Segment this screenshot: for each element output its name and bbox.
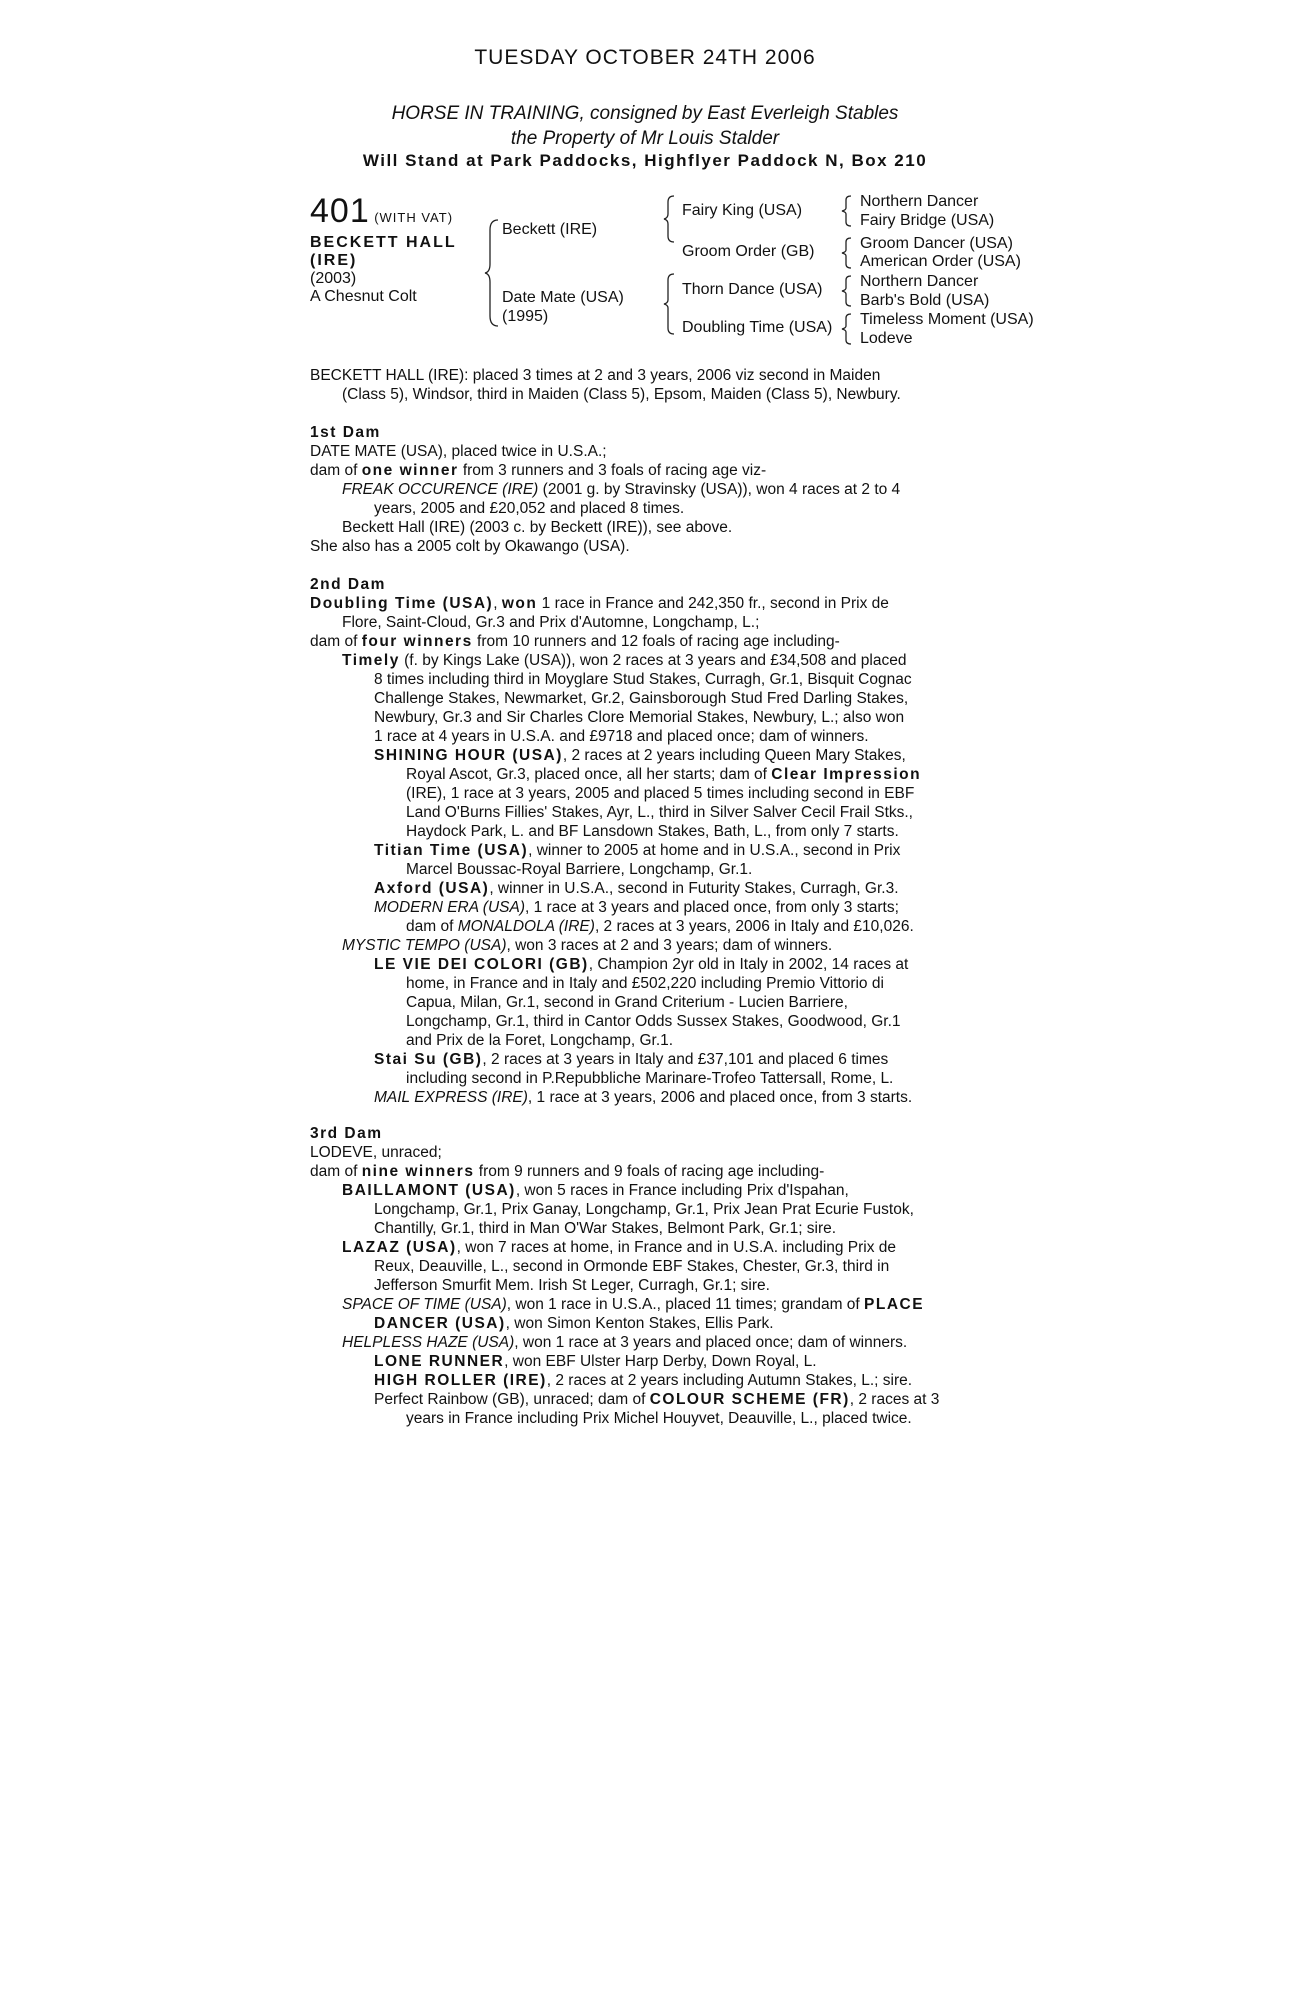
pedigree-brace-3 — [662, 272, 678, 336]
offspring-line: Longchamp, Gr.1, third in Cantor Odds Sussex Stakes, Goodwood, Gr.1 — [406, 1013, 901, 1030]
lot-block — [310, 192, 490, 306]
pedigree-ssd: Fairy Bridge (USA) — [860, 212, 995, 229]
offspring-line: FREAK OCCURENCE (IRE) (2001 g. by Stravinsky (USA)), won 4 races at 2 to 4 — [342, 481, 901, 498]
horse-country: (IRE) — [310, 252, 358, 269]
summary-line: BECKETT HALL (IRE): placed 3 times at 2 and 3 years, 2006 viz second in Maiden — [310, 367, 881, 384]
lot-title: HORSE IN TRAINING, consigned by East Everleigh Stables — [391, 103, 899, 124]
lot-number: 401 — [310, 192, 370, 230]
pedigree-brace-1 — [484, 218, 504, 328]
offspring-line: LAZAZ (USA), won 7 races at home, in France and in U.S.A. including Prix de — [342, 1239, 897, 1256]
pedigree-dam-dam: Doubling Time (USA) — [682, 319, 833, 336]
offspring-line: Capua, Milan, Gr.1, second in Grand Criterium - Lucien Barriere, — [406, 994, 848, 1011]
offspring-line: years in France including Prix Michel Houyvet, Deauville, L., placed twice. — [406, 1410, 912, 1427]
offspring-line: Haydock Park, L. and BF Lansdown Stakes, Bath, L., from only 7 starts. — [406, 823, 899, 840]
offspring-line: HIGH ROLLER (IRE), 2 races at 2 years including Autumn Stakes, L.; sire. — [374, 1372, 913, 1389]
offspring-line: MODERN ERA (USA), 1 race at 3 years and placed once, from only 3 starts; — [374, 899, 899, 916]
section-heading: 1st Dam — [310, 424, 381, 441]
offspring-line: MYSTIC TEMPO (USA), won 3 races at 2 and 3 years; dam of winners. — [342, 937, 833, 954]
pedigree-dam-sire: Thorn Dance (USA) — [682, 281, 823, 298]
offspring-line: 1 race at 4 years in U.S.A. and £9718 and placed once; dam of winners. — [374, 728, 869, 745]
offspring-line: (IRE), 1 race at 3 years, 2005 and placed 5 times including second in EBF — [406, 785, 915, 802]
pedigree-sdd: American Order (USA) — [860, 253, 1021, 270]
pedigree-dds: Timeless Moment (USA) — [860, 311, 1034, 328]
lot-vat: (WITH VAT) — [374, 210, 454, 225]
offspring-line: dam of MONALDOLA (IRE), 2 races at 3 years, 2006 in Italy and £10,026. — [406, 918, 914, 935]
offspring-line: Chantilly, Gr.1, third in Man O'War Stakes, Belmont Park, Gr.1; sire. — [374, 1220, 837, 1237]
offspring-line: and Prix de la Foret, Longchamp, Gr.1. — [406, 1032, 674, 1049]
offspring-line: Titian Time (USA), winner to 2005 at home and in U.S.A., second in Prix — [374, 842, 901, 859]
offspring-line: years, 2005 and £20,052 and placed 8 times. — [374, 500, 685, 517]
offspring-line: Beckett Hall (IRE) (2003 c. by Beckett (IRE)), see above. — [342, 519, 733, 536]
summary-line: (Class 5), Windsor, third in Maiden (Class 5), Epsom, Maiden (Class 5), Newbury. — [342, 386, 901, 403]
sale-date: TUESDAY OCTOBER 24TH 2006 — [474, 46, 816, 69]
third-dam-section — [310, 1124, 990, 1428]
offspring-line: Longchamp, Gr.1, Prix Ganay, Longchamp, Gr.1, Prix Jean Prat Ecurie Fustok, — [374, 1201, 914, 1218]
section-heading: 3rd Dam — [310, 1125, 383, 1142]
pedigree-brace-2 — [662, 194, 678, 244]
horse-description: A Chesnut Colt — [310, 288, 417, 305]
pedigree-dss: Northern Dancer — [860, 273, 979, 290]
offspring-line: Land O'Burns Fillies' Stakes, Ayr, L., third in Silver Salver Cecil Frail Stks., — [406, 804, 913, 821]
offspring-line: DANCER (USA), won Simon Kenton Stakes, Ellis Park. — [374, 1315, 774, 1332]
dam-line: dam of nine winners from 9 runners and 9 foals of racing age including- — [310, 1163, 825, 1180]
stable-location: Will Stand at Park Paddocks, Highflyer Paddock N, Box 210 — [362, 151, 928, 170]
pedigree-sire-dam: Groom Order (GB) — [682, 243, 815, 260]
dam-line: dam of one winner from 3 runners and 3 foals of racing age viz- — [310, 462, 767, 479]
pedigree-ddd: Lodeve — [860, 330, 913, 347]
dam-line: She also has a 2005 colt by Okawango (USA). — [310, 538, 630, 555]
offspring-line: HELPLESS HAZE (USA), won 1 race at 3 years and placed once; dam of winners. — [342, 1334, 908, 1351]
pedigree-brace-4 — [840, 194, 854, 228]
offspring-line: Newbury, Gr.3 and Sir Charles Clore Memorial Stakes, Newbury, L.; also won — [374, 709, 905, 726]
offspring-line: home, in France and in Italy and £502,220 including Premio Vittorio di — [406, 975, 884, 992]
offspring-line: SPACE OF TIME (USA), won 1 race in U.S.A., placed 11 times; grandam of PLACE — [342, 1296, 925, 1313]
dam-line: DATE MATE (USA), placed twice in U.S.A.; — [310, 443, 607, 460]
offspring-line: Jefferson Smurfit Mem. Irish St Leger, Curragh, Gr.1; sire. — [374, 1277, 770, 1294]
dam-line: LODEVE, unraced; — [310, 1144, 442, 1161]
first-dam-section — [310, 423, 990, 556]
offspring-line: MAIL EXPRESS (IRE), 1 race at 3 years, 2006 and placed once, from 3 starts. — [374, 1089, 913, 1106]
offspring-line: Stai Su (GB), 2 races at 3 years in Italy and £37,101 and placed 6 times — [374, 1051, 889, 1068]
pedigree-dam-year: (1995) — [502, 308, 549, 325]
offspring-line: Marcel Boussac-Royal Barriere, Longchamp, Gr.1. — [406, 861, 753, 878]
pedigree-sire-sire: Fairy King (USA) — [682, 202, 803, 219]
offspring-line: Royal Ascot, Gr.3, placed once, all her starts; dam of Clear Impression — [406, 766, 922, 783]
pedigree-dsd: Barb's Bold (USA) — [860, 292, 990, 309]
offspring-line: Challenge Stakes, Newmarket, Gr.2, Gainsborough Stud Fred Darling Stakes, — [374, 690, 909, 707]
offspring-line: Reux, Deauville, L., second in Ormonde EBF Stakes, Chester, Gr.3, third in — [374, 1258, 890, 1275]
offspring-line: including second in P.Repubbliche Marinare-Trofeo Tattersall, Rome, L. — [406, 1070, 894, 1087]
offspring-line: 8 times including third in Moyglare Stud Stakes, Curragh, Gr.1, Bisquit Cognac — [374, 671, 912, 688]
section-heading: 2nd Dam — [310, 576, 386, 593]
dam-line: dam of four winners from 10 runners and 12 foals of racing age including- — [310, 633, 840, 650]
pedigree-sss: Northern Dancer — [860, 193, 979, 210]
horse-name: BECKETT HALL — [310, 234, 457, 251]
pedigree-sds: Groom Dancer (USA) — [860, 235, 1013, 252]
offspring-line: Axford (USA), winner in U.S.A., second in Futurity Stakes, Curragh, Gr.3. — [374, 880, 899, 897]
pedigree-brace-7 — [840, 312, 854, 346]
pedigree-brace-5 — [840, 236, 854, 270]
pedigree-brace-6 — [840, 274, 854, 308]
offspring-line: SHINING HOUR (USA), 2 races at 2 years including Queen Mary Stakes, — [374, 747, 906, 764]
offspring-line: Timely (f. by Kings Lake (USA)), won 2 races at 3 years and £34,508 and placed — [342, 652, 907, 669]
lot-owner: the Property of Mr Louis Stalder — [510, 128, 780, 149]
dam-line: Doubling Time (USA), won 1 race in France and 242,350 fr., second in Prix de — [310, 595, 889, 612]
offspring-line: Perfect Rainbow (GB), unraced; dam of COLOUR SCHEME (FR), 2 races at 3 — [374, 1391, 940, 1408]
race-summary — [310, 366, 990, 404]
dam-line: Flore, Saint-Cloud, Gr.3 and Prix d'Automne, Longchamp, L.; — [342, 614, 760, 631]
offspring-line: BAILLAMONT (USA), won 5 races in France including Prix d'Ispahan, — [342, 1182, 849, 1199]
horse-year: (2003) — [310, 270, 357, 287]
pedigree-sire: Beckett (IRE) — [502, 221, 598, 238]
offspring-line: LONE RUNNER, won EBF Ulster Harp Derby, Down Royal, L. — [374, 1353, 817, 1370]
offspring-line: LE VIE DEI COLORI (GB), Champion 2yr old in Italy in 2002, 14 races at — [374, 956, 909, 973]
pedigree-dam: Date Mate (USA) — [502, 289, 624, 306]
second-dam-section — [310, 575, 990, 1107]
